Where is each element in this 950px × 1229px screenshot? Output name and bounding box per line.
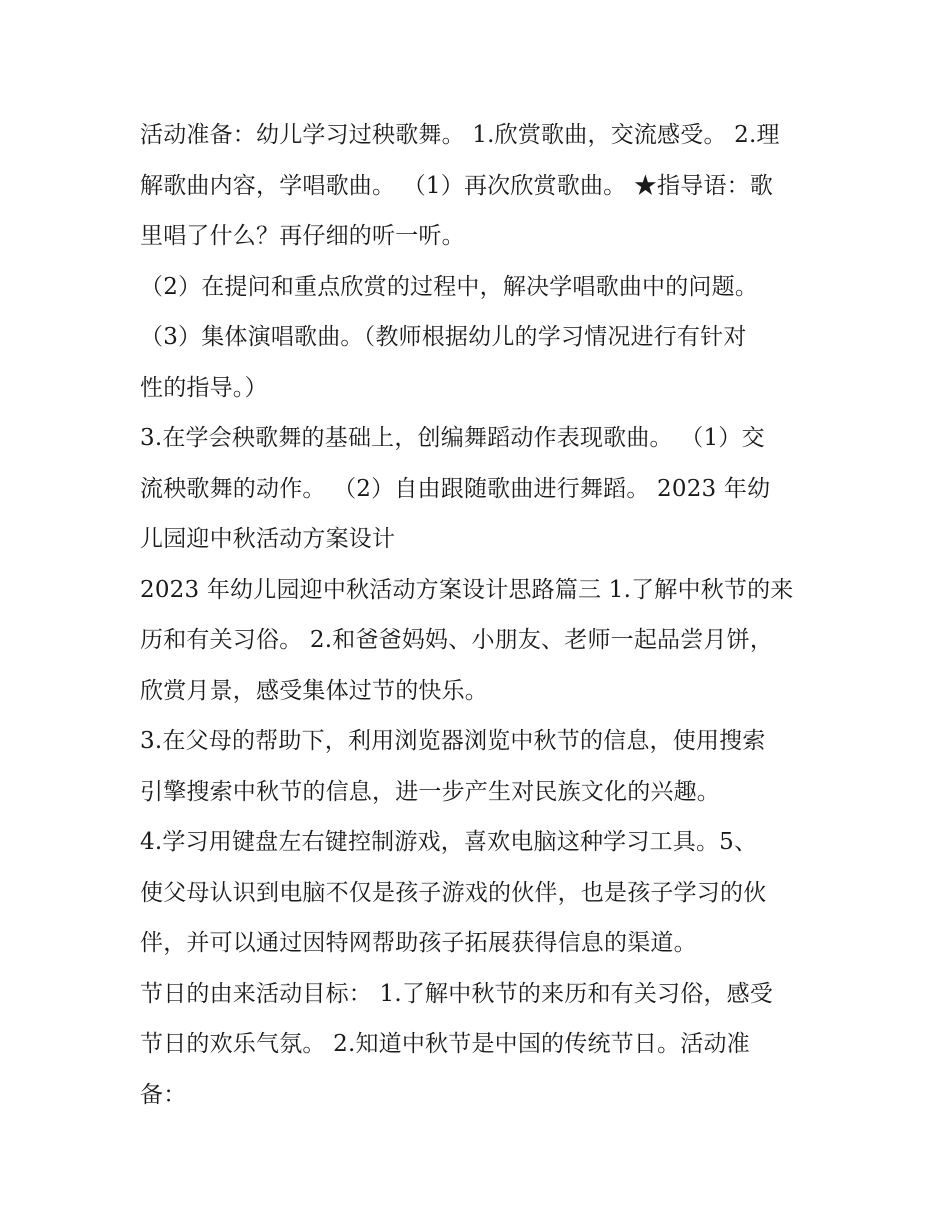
text-line: （2）在提问和重点欣赏的过程中，解决学唱歌曲中的问题。	[140, 273, 759, 300]
text-line: 2023 年幼儿园迎中秋活动方案设计思路篇三 1.了解中秋节的来	[140, 576, 794, 603]
text-line: 使父母认识到电脑不仅是孩子游戏的伙伴，也是孩子学习的伙	[140, 879, 767, 906]
text-line: 欣赏月景，感受集体过节的快乐。	[140, 677, 488, 704]
text-line: 儿园迎中秋活动方案设计	[140, 526, 396, 552]
text-line: 备：	[140, 1081, 187, 1108]
text-line: 4.学习用键盘左右键控制游戏，喜欢电脑这种学习工具。5、	[140, 829, 758, 855]
text-line: 活动准备：幼儿学习过秧歌舞。 1.欣赏歌曲，交流感受。 2.理	[140, 122, 780, 148]
text-line: 节日的由来活动目标： 1.了解中秋节的来历和有关习俗，感受	[140, 980, 774, 1007]
text-line: 性的指导。）	[140, 374, 268, 401]
text-line: 伴，并可以通过因特网帮助孩子拓展获得信息的渠道。	[140, 930, 697, 956]
text-line: 解歌曲内容，学唱歌曲。 （1）再次欣赏歌曲。 ★指导语：歌	[140, 172, 774, 199]
text-line: （3）集体演唱歌曲。（教师根据幼儿的学习情况进行有针对	[140, 324, 747, 350]
text-line: 历和有关习俗。 2.和爸爸妈妈、小朋友、老师一起品尝月饼，	[140, 627, 774, 653]
text-line: 节日的欢乐气氛。 2.知道中秋节是中国的传统节日。活动准	[140, 1031, 750, 1057]
text-line: 3.在学会秧歌舞的基础上，创编舞蹈动作表现歌曲。 （1）交	[140, 425, 765, 451]
text-line: 里唱了什么？再仔细的听一听。	[140, 223, 465, 249]
text-line: 引擎搜索中秋节的信息，进一步产生对民族文化的兴趣。	[140, 778, 720, 805]
document-body	[140, 110, 820, 1120]
text-line: 流秧歌舞的动作。 （2）自由跟随歌曲进行舞蹈。 2023 年幼	[140, 475, 771, 502]
text-line: 3.在父母的帮助下，利用浏览器浏览中秋节的信息，使用搜索	[140, 728, 766, 754]
